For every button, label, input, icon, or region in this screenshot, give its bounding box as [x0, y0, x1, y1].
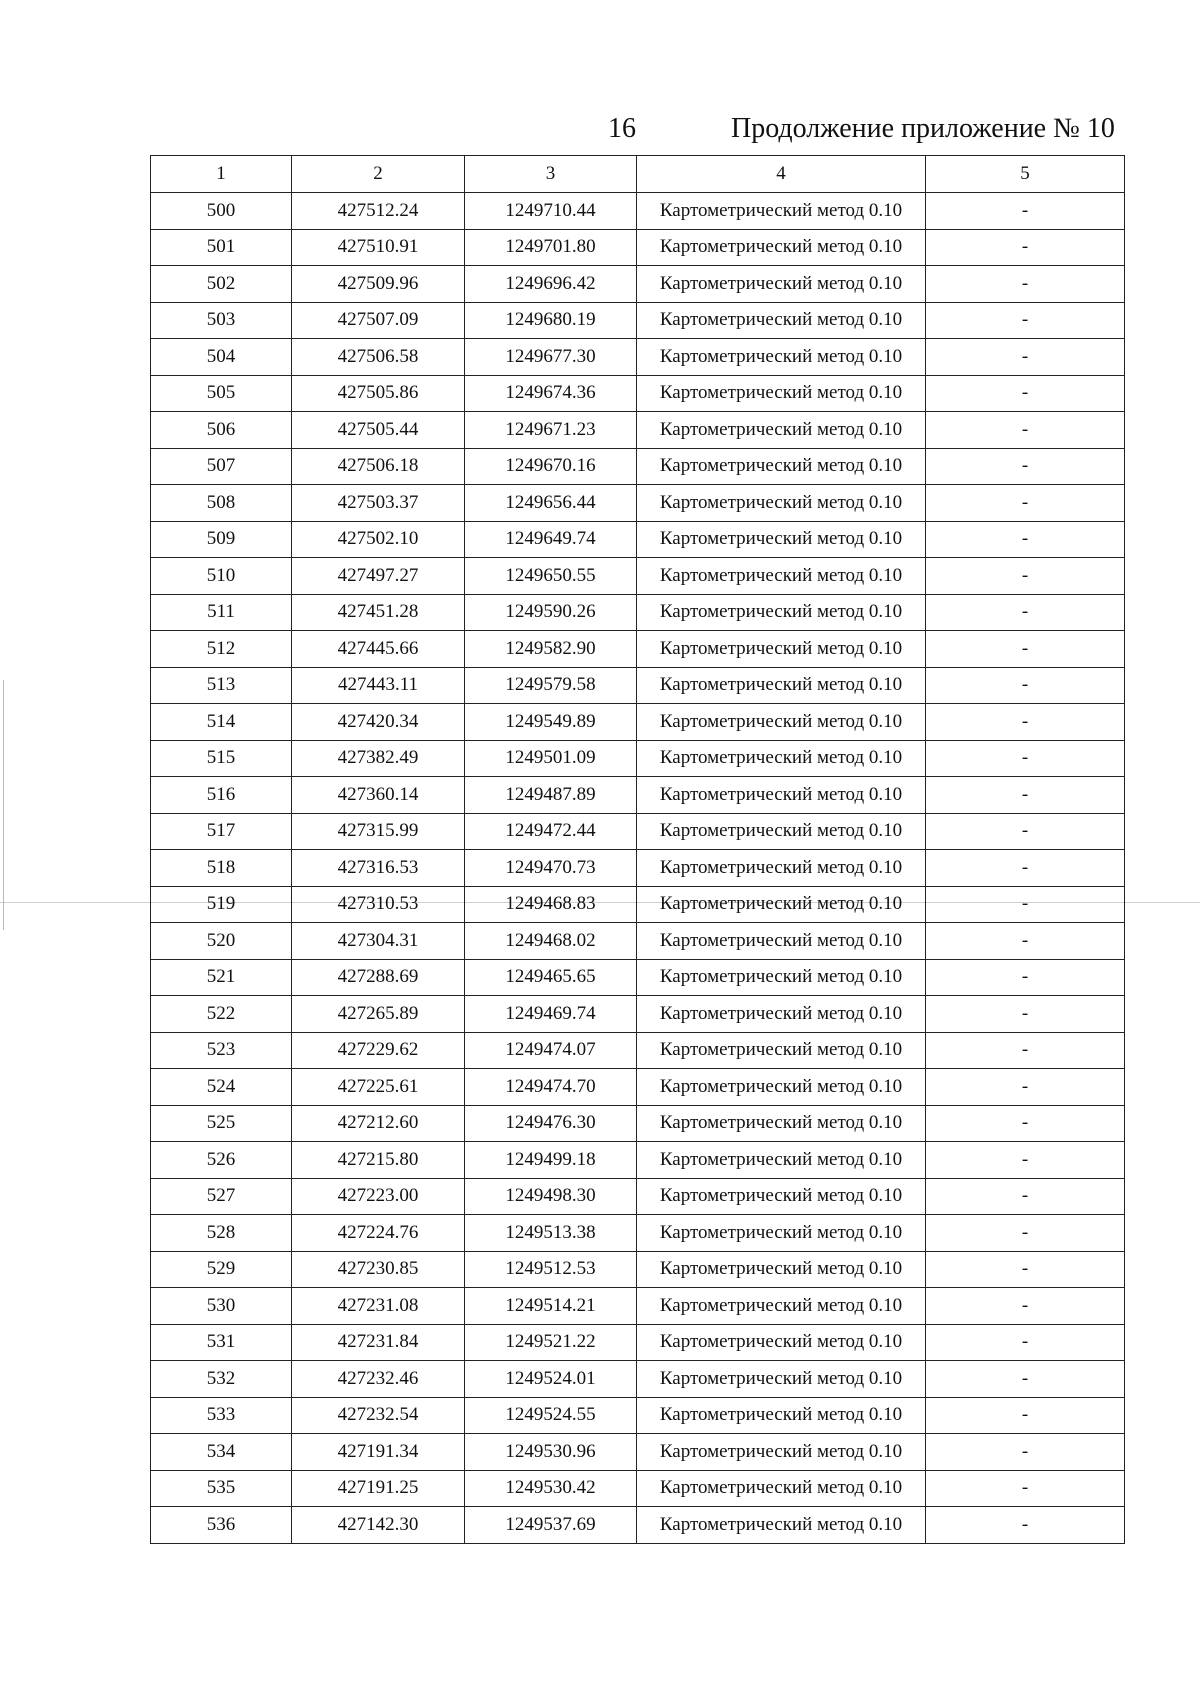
point-number-cell: 521	[151, 959, 292, 996]
x-coordinate-cell: 427497.27	[292, 558, 465, 595]
note-cell: -	[926, 777, 1125, 814]
table-row	[151, 631, 1125, 668]
point-number-cell: 532	[151, 1361, 292, 1398]
note-cell: -	[926, 1215, 1125, 1252]
table-row	[151, 1251, 1125, 1288]
table-row	[151, 558, 1125, 595]
point-number-cell: 505	[151, 375, 292, 412]
table-row	[151, 1434, 1125, 1471]
table-row	[151, 886, 1125, 923]
method-cell: Картометрический метод 0.10	[637, 594, 926, 631]
point-number-cell: 524	[151, 1069, 292, 1106]
x-coordinate-cell: 427231.08	[292, 1288, 465, 1325]
point-number-cell: 511	[151, 594, 292, 631]
point-number-cell: 512	[151, 631, 292, 668]
point-number-cell: 517	[151, 813, 292, 850]
y-coordinate-cell: 1249474.07	[465, 1032, 637, 1069]
note-cell: -	[926, 1288, 1125, 1325]
method-cell: Картометрический метод 0.10	[637, 1032, 926, 1069]
y-coordinate-cell: 1249468.83	[465, 886, 637, 923]
x-coordinate-cell: 427223.00	[292, 1178, 465, 1215]
y-coordinate-cell: 1249549.89	[465, 704, 637, 741]
point-number-cell: 525	[151, 1105, 292, 1142]
method-cell: Картометрический метод 0.10	[637, 193, 926, 230]
note-cell: -	[926, 594, 1125, 631]
method-cell: Картометрический метод 0.10	[637, 813, 926, 850]
point-number-cell: 508	[151, 485, 292, 522]
x-coordinate-cell: 427507.09	[292, 302, 465, 339]
method-cell: Картометрический метод 0.10	[637, 558, 926, 595]
y-coordinate-cell: 1249499.18	[465, 1142, 637, 1179]
table-row	[151, 412, 1125, 449]
appendix-caption: Продолжение приложение № 10	[731, 113, 1115, 144]
x-coordinate-cell: 427212.60	[292, 1105, 465, 1142]
table-row	[151, 1032, 1125, 1069]
method-cell: Картометрический метод 0.10	[637, 266, 926, 303]
column-header: 2	[292, 156, 465, 193]
table-row	[151, 302, 1125, 339]
y-coordinate-cell: 1249513.38	[465, 1215, 637, 1252]
method-cell: Картометрический метод 0.10	[637, 959, 926, 996]
note-cell: -	[926, 1178, 1125, 1215]
note-cell: -	[926, 1251, 1125, 1288]
point-number-cell: 529	[151, 1251, 292, 1288]
point-number-cell: 533	[151, 1397, 292, 1434]
table-row	[151, 959, 1125, 996]
table-row	[151, 1361, 1125, 1398]
x-coordinate-cell: 427315.99	[292, 813, 465, 850]
x-coordinate-cell: 427142.30	[292, 1507, 465, 1544]
note-cell: -	[926, 266, 1125, 303]
table-row	[151, 740, 1125, 777]
note-cell: -	[926, 1324, 1125, 1361]
point-number-cell: 518	[151, 850, 292, 887]
y-coordinate-cell: 1249514.21	[465, 1288, 637, 1325]
x-coordinate-cell: 427382.49	[292, 740, 465, 777]
table-row	[151, 704, 1125, 741]
table-row	[151, 1178, 1125, 1215]
table-row	[151, 375, 1125, 412]
point-number-cell: 527	[151, 1178, 292, 1215]
method-cell: Картометрический метод 0.10	[637, 886, 926, 923]
method-cell: Картометрический метод 0.10	[637, 448, 926, 485]
table-row	[151, 923, 1125, 960]
method-cell: Картометрический метод 0.10	[637, 1361, 926, 1398]
y-coordinate-cell: 1249677.30	[465, 339, 637, 376]
table-row	[151, 1470, 1125, 1507]
y-coordinate-cell: 1249530.96	[465, 1434, 637, 1471]
x-coordinate-cell: 427230.85	[292, 1251, 465, 1288]
column-header: 4	[637, 156, 926, 193]
note-cell: -	[926, 923, 1125, 960]
note-cell: -	[926, 1105, 1125, 1142]
y-coordinate-cell: 1249701.80	[465, 229, 637, 266]
page-number: 16	[608, 113, 636, 144]
table-row	[151, 1215, 1125, 1252]
table-row	[151, 448, 1125, 485]
x-coordinate-cell: 427232.46	[292, 1361, 465, 1398]
method-cell: Картометрический метод 0.10	[637, 850, 926, 887]
y-coordinate-cell: 1249469.74	[465, 996, 637, 1033]
point-number-cell: 534	[151, 1434, 292, 1471]
point-number-cell: 507	[151, 448, 292, 485]
x-coordinate-cell: 427510.91	[292, 229, 465, 266]
note-cell: -	[926, 996, 1125, 1033]
table-row	[151, 813, 1125, 850]
note-cell: -	[926, 448, 1125, 485]
method-cell: Картометрический метод 0.10	[637, 302, 926, 339]
note-cell: -	[926, 558, 1125, 595]
y-coordinate-cell: 1249530.42	[465, 1470, 637, 1507]
method-cell: Картометрический метод 0.10	[637, 777, 926, 814]
table-row	[151, 1142, 1125, 1179]
x-coordinate-cell: 427451.28	[292, 594, 465, 631]
y-coordinate-cell: 1249696.42	[465, 266, 637, 303]
note-cell: -	[926, 229, 1125, 266]
method-cell: Картометрический метод 0.10	[637, 1397, 926, 1434]
note-cell: -	[926, 886, 1125, 923]
x-coordinate-cell: 427509.96	[292, 266, 465, 303]
table-row	[151, 1397, 1125, 1434]
table-row	[151, 777, 1125, 814]
method-cell: Картометрический метод 0.10	[637, 375, 926, 412]
table-row	[151, 594, 1125, 631]
table-row	[151, 485, 1125, 522]
y-coordinate-cell: 1249579.58	[465, 667, 637, 704]
point-number-cell: 502	[151, 266, 292, 303]
method-cell: Картометрический метод 0.10	[637, 1251, 926, 1288]
point-number-cell: 531	[151, 1324, 292, 1361]
x-coordinate-cell: 427304.31	[292, 923, 465, 960]
y-coordinate-cell: 1249521.22	[465, 1324, 637, 1361]
point-number-cell: 522	[151, 996, 292, 1033]
y-coordinate-cell: 1249476.30	[465, 1105, 637, 1142]
y-coordinate-cell: 1249670.16	[465, 448, 637, 485]
note-cell: -	[926, 704, 1125, 741]
table-row	[151, 1324, 1125, 1361]
y-coordinate-cell: 1249537.69	[465, 1507, 637, 1544]
method-cell: Картометрический метод 0.10	[637, 1507, 926, 1544]
y-coordinate-cell: 1249498.30	[465, 1178, 637, 1215]
y-coordinate-cell: 1249487.89	[465, 777, 637, 814]
note-cell: -	[926, 959, 1125, 996]
table-row	[151, 1069, 1125, 1106]
x-coordinate-cell: 427224.76	[292, 1215, 465, 1252]
y-coordinate-cell: 1249590.26	[465, 594, 637, 631]
x-coordinate-cell: 427503.37	[292, 485, 465, 522]
method-cell: Картометрический метод 0.10	[637, 521, 926, 558]
method-cell: Картометрический метод 0.10	[637, 1215, 926, 1252]
note-cell: -	[926, 740, 1125, 777]
method-cell: Картометрический метод 0.10	[637, 1324, 926, 1361]
table-row	[151, 667, 1125, 704]
x-coordinate-cell: 427288.69	[292, 959, 465, 996]
note-cell: -	[926, 412, 1125, 449]
y-coordinate-cell: 1249680.19	[465, 302, 637, 339]
x-coordinate-cell: 427505.86	[292, 375, 465, 412]
point-number-cell: 514	[151, 704, 292, 741]
note-cell: -	[926, 1470, 1125, 1507]
y-coordinate-cell: 1249524.55	[465, 1397, 637, 1434]
y-coordinate-cell: 1249524.01	[465, 1361, 637, 1398]
table-header-row	[151, 156, 1125, 193]
method-cell: Картометрический метод 0.10	[637, 485, 926, 522]
point-number-cell: 526	[151, 1142, 292, 1179]
table-row	[151, 1507, 1125, 1544]
method-cell: Картометрический метод 0.10	[637, 923, 926, 960]
table-row	[151, 850, 1125, 887]
column-header: 1	[151, 156, 292, 193]
y-coordinate-cell: 1249656.44	[465, 485, 637, 522]
note-cell: -	[926, 375, 1125, 412]
coordinates-table	[150, 155, 1125, 1544]
point-number-cell: 516	[151, 777, 292, 814]
table-row	[151, 193, 1125, 230]
point-number-cell: 509	[151, 521, 292, 558]
table-row	[151, 521, 1125, 558]
note-cell: -	[926, 485, 1125, 522]
x-coordinate-cell: 427231.84	[292, 1324, 465, 1361]
method-cell: Картометрический метод 0.10	[637, 667, 926, 704]
y-coordinate-cell: 1249710.44	[465, 193, 637, 230]
point-number-cell: 504	[151, 339, 292, 376]
point-number-cell: 513	[151, 667, 292, 704]
note-cell: -	[926, 1361, 1125, 1398]
y-coordinate-cell: 1249650.55	[465, 558, 637, 595]
table-row	[151, 266, 1125, 303]
method-cell: Картометрический метод 0.10	[637, 996, 926, 1033]
x-coordinate-cell: 427191.34	[292, 1434, 465, 1471]
table-row	[151, 339, 1125, 376]
y-coordinate-cell: 1249470.73	[465, 850, 637, 887]
note-cell: -	[926, 631, 1125, 668]
y-coordinate-cell: 1249649.74	[465, 521, 637, 558]
point-number-cell: 536	[151, 1507, 292, 1544]
point-number-cell: 535	[151, 1470, 292, 1507]
method-cell: Картометрический метод 0.10	[637, 339, 926, 376]
point-number-cell: 501	[151, 229, 292, 266]
method-cell: Картометрический метод 0.10	[637, 1434, 926, 1471]
note-cell: -	[926, 521, 1125, 558]
note-cell: -	[926, 1507, 1125, 1544]
x-coordinate-cell: 427505.44	[292, 412, 465, 449]
note-cell: -	[926, 1032, 1125, 1069]
method-cell: Картометрический метод 0.10	[637, 412, 926, 449]
point-number-cell: 523	[151, 1032, 292, 1069]
method-cell: Картометрический метод 0.10	[637, 740, 926, 777]
note-cell: -	[926, 339, 1125, 376]
x-coordinate-cell: 427502.10	[292, 521, 465, 558]
method-cell: Картометрический метод 0.10	[637, 1142, 926, 1179]
method-cell: Картометрический метод 0.10	[637, 1069, 926, 1106]
method-cell: Картометрический метод 0.10	[637, 1178, 926, 1215]
x-coordinate-cell: 427232.54	[292, 1397, 465, 1434]
method-cell: Картометрический метод 0.10	[637, 1470, 926, 1507]
y-coordinate-cell: 1249582.90	[465, 631, 637, 668]
point-number-cell: 506	[151, 412, 292, 449]
table-row	[151, 996, 1125, 1033]
x-coordinate-cell: 427512.24	[292, 193, 465, 230]
x-coordinate-cell: 427215.80	[292, 1142, 465, 1179]
y-coordinate-cell: 1249674.36	[465, 375, 637, 412]
table-body	[151, 193, 1125, 1544]
note-cell: -	[926, 1069, 1125, 1106]
y-coordinate-cell: 1249468.02	[465, 923, 637, 960]
y-coordinate-cell: 1249474.70	[465, 1069, 637, 1106]
point-number-cell: 519	[151, 886, 292, 923]
table-row	[151, 229, 1125, 266]
column-header: 3	[465, 156, 637, 193]
x-coordinate-cell: 427310.53	[292, 886, 465, 923]
note-cell: -	[926, 1434, 1125, 1471]
table-row	[151, 1105, 1125, 1142]
note-cell: -	[926, 193, 1125, 230]
y-coordinate-cell: 1249671.23	[465, 412, 637, 449]
point-number-cell: 503	[151, 302, 292, 339]
x-coordinate-cell: 427445.66	[292, 631, 465, 668]
table-row	[151, 1288, 1125, 1325]
note-cell: -	[926, 1397, 1125, 1434]
x-coordinate-cell: 427360.14	[292, 777, 465, 814]
point-number-cell: 500	[151, 193, 292, 230]
y-coordinate-cell: 1249465.65	[465, 959, 637, 996]
y-coordinate-cell: 1249512.53	[465, 1251, 637, 1288]
note-cell: -	[926, 1142, 1125, 1179]
y-coordinate-cell: 1249501.09	[465, 740, 637, 777]
x-coordinate-cell: 427191.25	[292, 1470, 465, 1507]
method-cell: Картометрический метод 0.10	[637, 1288, 926, 1325]
x-coordinate-cell: 427265.89	[292, 996, 465, 1033]
point-number-cell: 530	[151, 1288, 292, 1325]
note-cell: -	[926, 302, 1125, 339]
method-cell: Картометрический метод 0.10	[637, 631, 926, 668]
point-number-cell: 515	[151, 740, 292, 777]
method-cell: Картометрический метод 0.10	[637, 229, 926, 266]
x-coordinate-cell: 427506.58	[292, 339, 465, 376]
point-number-cell: 510	[151, 558, 292, 595]
x-coordinate-cell: 427225.61	[292, 1069, 465, 1106]
note-cell: -	[926, 850, 1125, 887]
y-coordinate-cell: 1249472.44	[465, 813, 637, 850]
scan-artifact-edge	[3, 680, 4, 930]
note-cell: -	[926, 813, 1125, 850]
x-coordinate-cell: 427420.34	[292, 704, 465, 741]
point-number-cell: 520	[151, 923, 292, 960]
x-coordinate-cell: 427506.18	[292, 448, 465, 485]
x-coordinate-cell: 427229.62	[292, 1032, 465, 1069]
point-number-cell: 528	[151, 1215, 292, 1252]
method-cell: Картометрический метод 0.10	[637, 1105, 926, 1142]
column-header: 5	[926, 156, 1125, 193]
x-coordinate-cell: 427316.53	[292, 850, 465, 887]
note-cell: -	[926, 667, 1125, 704]
x-coordinate-cell: 427443.11	[292, 667, 465, 704]
method-cell: Картометрический метод 0.10	[637, 704, 926, 741]
